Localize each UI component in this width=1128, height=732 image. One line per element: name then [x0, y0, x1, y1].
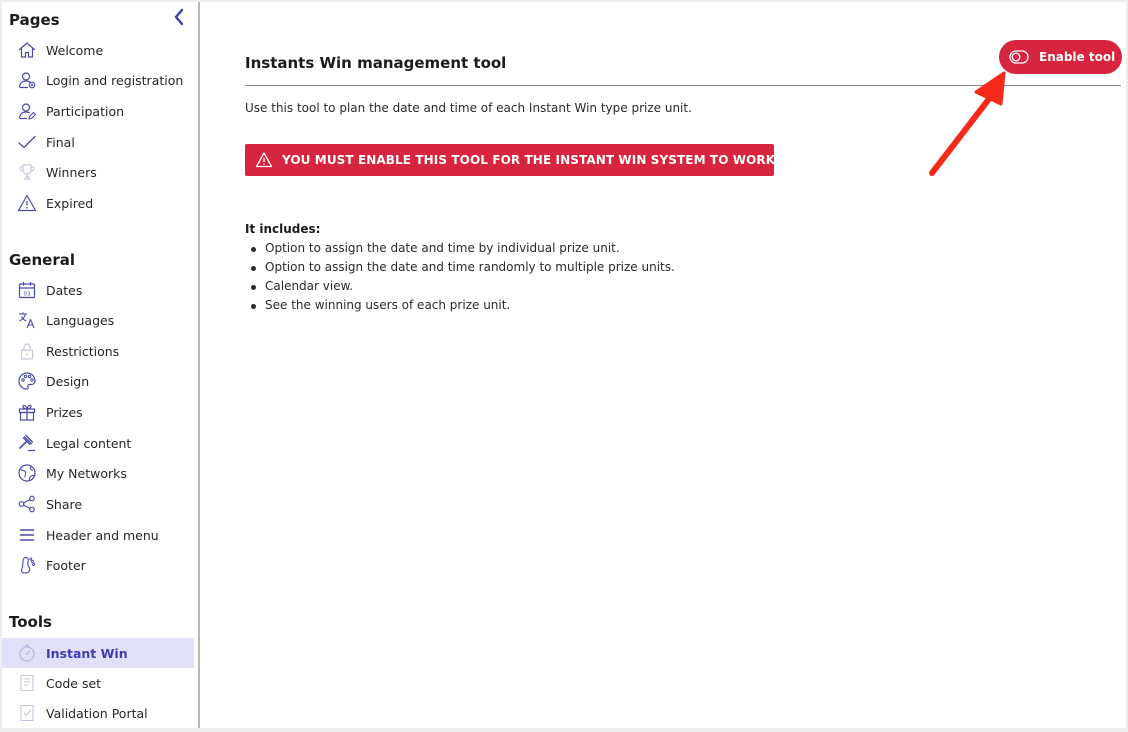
- sidebar-item-my-networks[interactable]: [2, 458, 194, 488]
- palette-icon: [17, 371, 37, 391]
- ticket-check-icon: [17, 703, 37, 723]
- sidebar-item-code-set[interactable]: [2, 668, 194, 698]
- menu-icon: [17, 525, 37, 545]
- chevron-left-icon: [173, 8, 185, 26]
- gavel-icon: [17, 433, 37, 453]
- sidebar-item-label: Restrictions: [46, 343, 120, 359]
- sidebar-item-label: Legal content: [46, 435, 132, 451]
- sidebar-item-expired[interactable]: [2, 188, 194, 218]
- sidebar-item-header-and-menu[interactable]: [2, 520, 194, 550]
- sidebar-item-prizes[interactable]: [2, 397, 194, 427]
- trophy-icon: [17, 162, 37, 182]
- footer-icon: [17, 555, 37, 575]
- share-icon: [17, 494, 37, 514]
- app-frame: [2, 2, 1126, 728]
- sidebar-item-legal-content[interactable]: [2, 428, 194, 458]
- sidebar-item-languages[interactable]: [2, 305, 194, 335]
- sidebar-item-footer[interactable]: [2, 550, 194, 580]
- sidebar-item-validation-portal[interactable]: [2, 698, 194, 728]
- sidebar-section-tools: Tools: [9, 613, 52, 631]
- svg-text:03: 03: [23, 291, 31, 298]
- toggle-icon: [1009, 50, 1029, 64]
- sidebar-item-label: Share: [46, 496, 83, 512]
- warning-icon: [255, 151, 273, 169]
- sidebar-item-participation[interactable]: [2, 96, 194, 126]
- sidebar-item-label: Code set: [46, 675, 102, 691]
- title-divider: [245, 85, 1121, 86]
- sidebar-item-label: Design: [46, 373, 90, 389]
- sidebar-item-label: Expired: [46, 195, 94, 211]
- sidebar-item-welcome[interactable]: [2, 35, 194, 65]
- sidebar-item-final[interactable]: [2, 127, 194, 157]
- sidebar-item-share[interactable]: [2, 489, 194, 519]
- check-icon: [17, 132, 37, 152]
- warning-icon: [17, 193, 37, 213]
- user-add-icon: [17, 70, 37, 90]
- lock-icon: [17, 341, 37, 361]
- sidebar-item-label: Prizes: [46, 404, 83, 420]
- calendar-icon: [17, 280, 37, 300]
- warning-banner: [245, 144, 774, 176]
- home-icon: [17, 40, 37, 60]
- sidebar-section-pages: Pages: [9, 11, 60, 29]
- list-item: See the winning users of each prize unit.: [245, 296, 675, 315]
- user-edit-icon: [17, 101, 37, 121]
- sidebar-item-label: Validation Portal: [46, 705, 148, 721]
- enable-tool-label: Enable tool: [1039, 50, 1116, 64]
- sidebar-item-label: Login and registration: [46, 72, 184, 88]
- includes-list: [245, 239, 675, 315]
- sidebar-item-label: Instant Win: [46, 645, 128, 661]
- sidebar-item-instant-win[interactable]: [2, 638, 194, 668]
- sidebar-item-label: Header and menu: [46, 527, 159, 543]
- list-item: Option to assign the date and time randomly to multiple prize units.: [245, 258, 675, 277]
- sidebar-item-label: Languages: [46, 312, 115, 328]
- globe-icon: [17, 463, 37, 483]
- stopwatch-icon: [17, 643, 37, 663]
- sidebar-item-restrictions[interactable]: [2, 336, 194, 366]
- sidebar-item-winners[interactable]: [2, 157, 194, 187]
- sidebar-item-label: Participation: [46, 103, 125, 119]
- translate-icon: [17, 310, 37, 330]
- sidebar-item-dates[interactable]: [2, 275, 194, 305]
- sidebar-item-login-and-registration[interactable]: [2, 65, 194, 95]
- enable-tool-button[interactable]: [999, 40, 1122, 74]
- list-item: Option to assign the date and time by individual prize unit.: [245, 239, 675, 258]
- ticket-icon: [17, 673, 37, 693]
- main-content: [200, 2, 1126, 728]
- sidebar-section-general: General: [9, 251, 75, 269]
- sidebar-item-label: Final: [46, 134, 75, 150]
- page-title: Instants Win management tool: [245, 54, 507, 72]
- sidebar: [2, 2, 198, 728]
- sidebar-item-label: Dates: [46, 282, 83, 298]
- sidebar-item-label: Footer: [46, 557, 86, 573]
- sidebar-collapse-button[interactable]: [170, 6, 188, 28]
- includes-heading: It includes:: [245, 222, 321, 236]
- gift-icon: [17, 402, 37, 422]
- warning-text: YOU MUST ENABLE THIS TOOL FOR THE INSTANT WIN SYSTEM TO WORK: [282, 153, 776, 167]
- sidebar-item-label: Welcome: [46, 42, 104, 58]
- sidebar-item-label: Winners: [46, 164, 97, 180]
- sidebar-item-design[interactable]: [2, 366, 194, 396]
- list-item: Calendar view.: [245, 277, 675, 296]
- sidebar-item-label: My Networks: [46, 465, 127, 481]
- tool-description: Use this tool to plan the date and time of each Instant Win type prize unit.: [245, 101, 692, 115]
